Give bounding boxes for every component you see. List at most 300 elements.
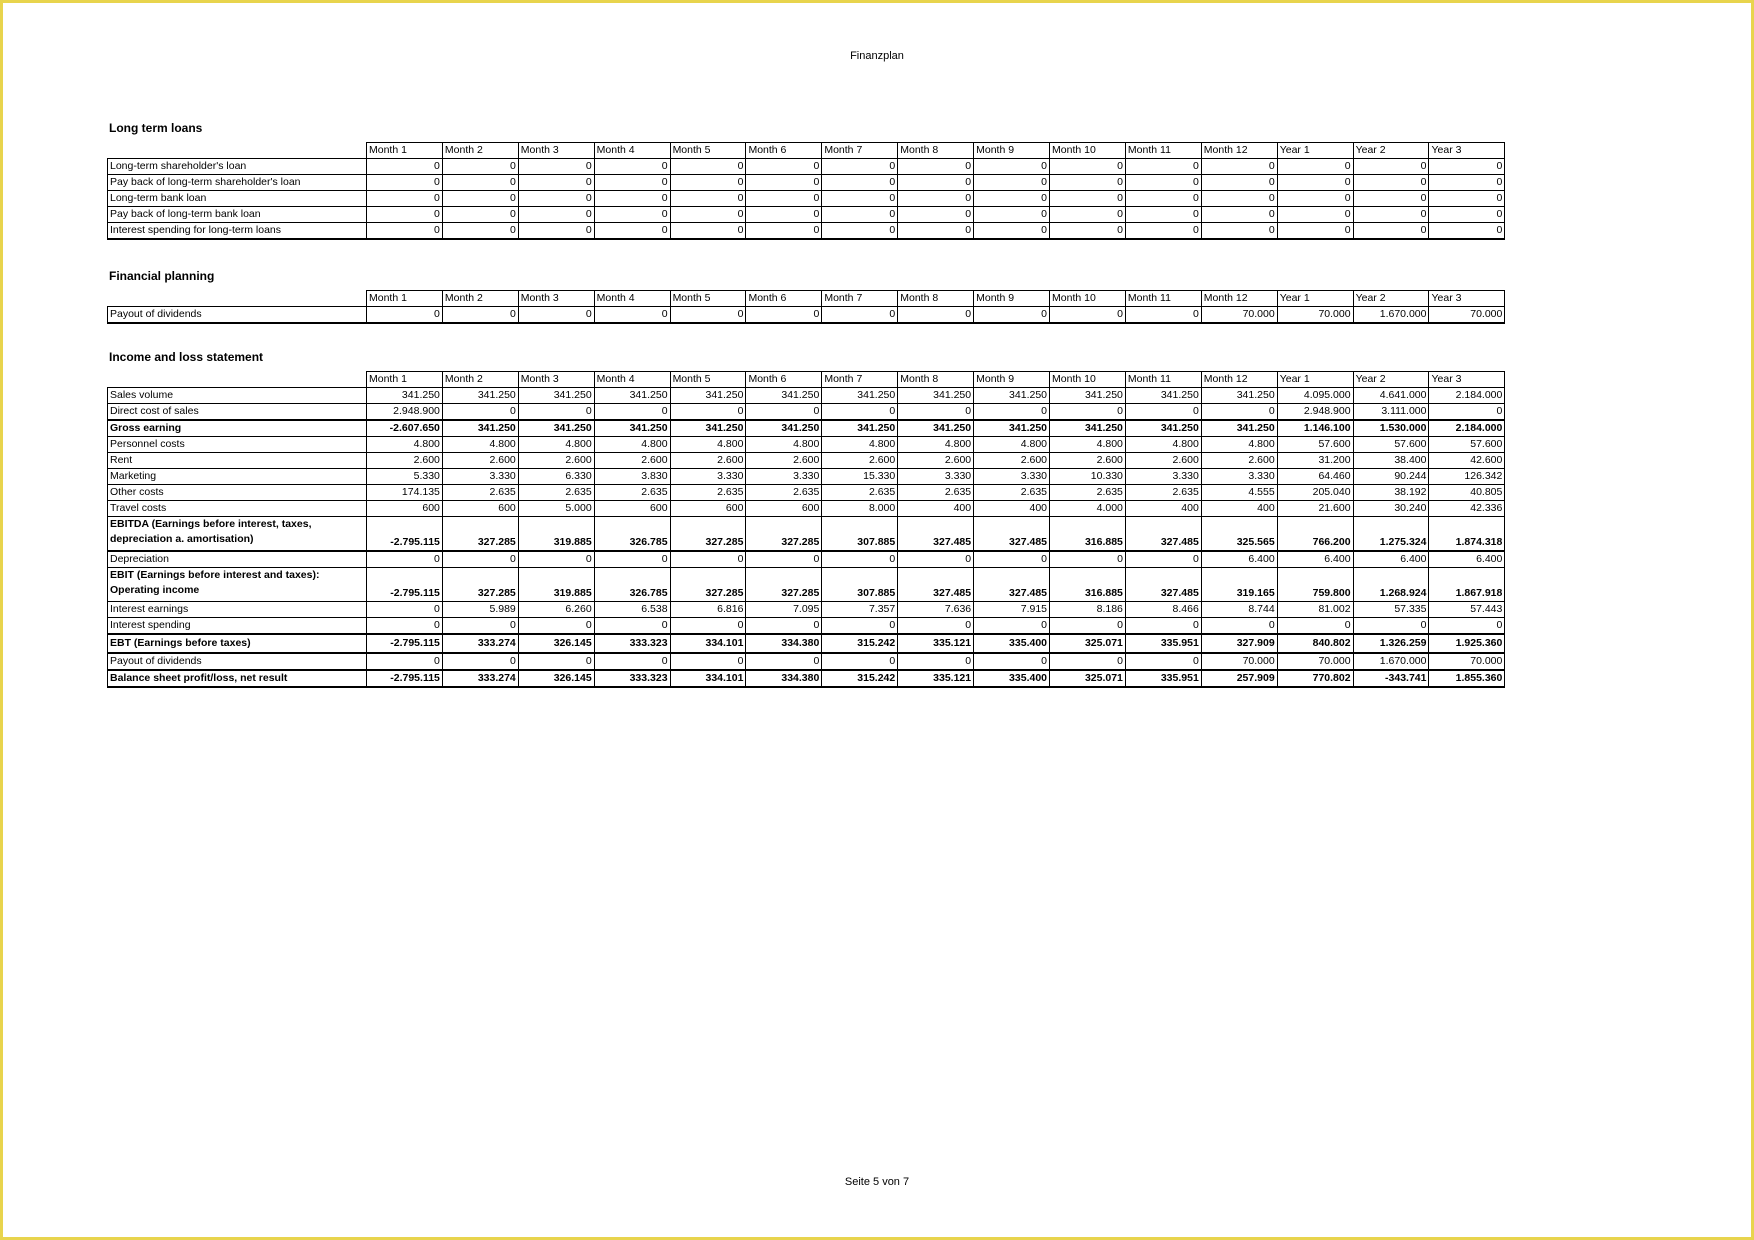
cell-value: 0 [1050,191,1126,207]
cell-value: 0 [822,551,898,568]
cell-value: 0 [822,191,898,207]
cell-value: 70.000 [1277,653,1353,670]
cell-value: 770.802 [1277,670,1353,687]
cell-value: 4.800 [974,437,1050,453]
cell-value: 7.095 [746,602,822,618]
column-header: Year 2 [1353,291,1429,307]
cell-value: 2.600 [974,453,1050,469]
column-header: Month 10 [1050,372,1126,388]
cell-value: 4.800 [594,437,670,453]
cell-value: 0 [898,191,974,207]
cell-value: 0 [367,223,443,240]
column-header: Year 3 [1429,372,1505,388]
header-row [108,291,1505,307]
row-label: Rent [108,453,367,469]
cell-value: 0 [822,207,898,223]
cell-value: 2.635 [594,485,670,501]
cell-value: 40.805 [1429,485,1505,501]
cell-value: 0 [898,618,974,635]
cell-value: 341.250 [822,420,898,437]
cell-value: 0 [518,175,594,191]
cell-value: 0 [1125,191,1201,207]
cell-value: 2.600 [1125,453,1201,469]
cell-value: 0 [746,191,822,207]
cell-value: 2.184.000 [1429,420,1505,437]
table-row [108,159,1505,175]
table-row [108,634,1505,653]
cell-value: 57.335 [1353,602,1429,618]
cell-value: 341.250 [594,420,670,437]
cell-value: 0 [670,551,746,568]
financial-planning-table [107,290,1505,324]
cell-value: 0 [1125,551,1201,568]
cell-value: 334.101 [670,634,746,653]
cell-value: 0 [1201,175,1277,191]
header-blank [108,372,367,388]
cell-value: 333.274 [442,634,518,653]
table-row [108,501,1505,517]
cell-value: 0 [974,191,1050,207]
table-row [108,388,1505,404]
cell-value: 0 [1050,307,1126,324]
cell-value: 57.443 [1429,602,1505,618]
cell-value: 0 [518,653,594,670]
cell-value: 0 [670,175,746,191]
cell-value: 3.330 [746,469,822,485]
cell-value: 315.242 [822,670,898,687]
cell-value: 57.600 [1277,437,1353,453]
column-header: Month 10 [1050,291,1126,307]
cell-value: 0 [1353,618,1429,635]
row-label: Other costs [108,485,367,501]
cell-value: 333.274 [442,670,518,687]
cell-value: 0 [1429,223,1505,240]
cell-value: 8.186 [1050,602,1126,618]
cell-value: 205.040 [1277,485,1353,501]
cell-value: 759.800 [1277,568,1353,602]
cell-value: 0 [518,307,594,324]
cell-value: 0 [1353,159,1429,175]
cell-value: 0 [1429,175,1505,191]
row-label: Long-term bank loan [108,191,367,207]
cell-value: 341.250 [974,420,1050,437]
cell-value: 2.635 [670,485,746,501]
cell-value: 327.485 [1125,517,1201,552]
cell-value: 319.885 [518,568,594,602]
column-header: Year 1 [1277,143,1353,159]
cell-value: 5.989 [442,602,518,618]
column-header: Month 8 [898,372,974,388]
cell-value: 335.121 [898,634,974,653]
cell-value: 0 [1277,207,1353,223]
cell-value: 0 [974,207,1050,223]
row-label: EBIT (Earnings before interest and taxes): Operating income [108,568,367,602]
cell-value: 6.400 [1277,551,1353,568]
cell-value: 0 [898,653,974,670]
cell-value: 335.400 [974,634,1050,653]
table-row [108,653,1505,670]
cell-value: 319.165 [1201,568,1277,602]
cell-value: 0 [367,551,443,568]
row-label: Direct cost of sales [108,404,367,421]
cell-value: 8.744 [1201,602,1277,618]
cell-value: 0 [1429,159,1505,175]
cell-value: 6.400 [1201,551,1277,568]
cell-value: 7.915 [974,602,1050,618]
table-row [108,670,1505,687]
cell-value: 316.885 [1050,568,1126,602]
cell-value: 2.635 [746,485,822,501]
cell-value: 0 [518,618,594,635]
cell-value: 0 [594,618,670,635]
column-header: Year 3 [1429,143,1505,159]
cell-value: 4.641.000 [1353,388,1429,404]
cell-value: 0 [518,159,594,175]
cell-value: 57.600 [1429,437,1505,453]
cell-value: 327.285 [670,568,746,602]
cell-value: 0 [974,223,1050,240]
cell-value: 70.000 [1277,307,1353,324]
cell-value: 4.800 [442,437,518,453]
cell-value: 327.485 [898,568,974,602]
cell-value: 0 [442,159,518,175]
cell-value: 341.250 [1125,420,1201,437]
cell-value: 6.400 [1353,551,1429,568]
cell-value: 1.670.000 [1353,653,1429,670]
cell-value: 0 [367,602,443,618]
table-row [108,307,1505,324]
cell-value: 341.250 [367,388,443,404]
cell-value: 341.250 [746,420,822,437]
cell-value: 0 [442,404,518,421]
column-header: Month 3 [518,291,594,307]
row-label: Travel costs [108,501,367,517]
cell-value: 0 [974,653,1050,670]
column-header: Month 1 [367,372,443,388]
cell-value: 4.800 [367,437,443,453]
cell-value: 327.285 [746,568,822,602]
cell-value: 0 [746,653,822,670]
cell-value: 0 [1277,618,1353,635]
cell-value: 335.121 [898,670,974,687]
cell-value: 0 [1050,159,1126,175]
cell-value: 6.260 [518,602,594,618]
cell-value: 0 [1429,618,1505,635]
row-label: Marketing [108,469,367,485]
cell-value: 4.095.000 [1277,388,1353,404]
cell-value: 326.145 [518,634,594,653]
row-label: Long-term shareholder's loan [108,159,367,175]
cell-value: 174.135 [367,485,443,501]
cell-value: 341.250 [898,388,974,404]
cell-value: 600 [746,501,822,517]
cell-value: 2.948.900 [367,404,443,421]
cell-value: 90.244 [1353,469,1429,485]
cell-value: 0 [442,618,518,635]
cell-value: 0 [1125,223,1201,240]
cell-value: 0 [367,618,443,635]
cell-value: 315.242 [822,634,898,653]
cell-value: 2.635 [974,485,1050,501]
cell-value: 3.830 [594,469,670,485]
cell-value: 4.800 [898,437,974,453]
column-header: Month 5 [670,143,746,159]
cell-value: 327.485 [898,517,974,552]
cell-value: 341.250 [518,388,594,404]
cell-value: 0 [442,653,518,670]
cell-value: 0 [746,551,822,568]
table-row [108,223,1505,240]
cell-value: 1.925.360 [1429,634,1505,653]
cell-value: 341.250 [1125,388,1201,404]
section-title: Financial planning [109,269,215,283]
table-row [108,618,1505,635]
cell-value: 0 [898,175,974,191]
row-label: Interest spending [108,618,367,635]
cell-value: 2.635 [1125,485,1201,501]
cell-value: 0 [442,191,518,207]
cell-value: 0 [594,223,670,240]
row-label: Interest spending for long-term loans [108,223,367,240]
cell-value: 341.250 [1201,388,1277,404]
column-header: Year 1 [1277,372,1353,388]
cell-value: 0 [746,404,822,421]
cell-value: 0 [822,653,898,670]
cell-value: 8.000 [822,501,898,517]
cell-value: 0 [746,223,822,240]
cell-value: 0 [1125,159,1201,175]
cell-value: 600 [670,501,746,517]
cell-value: 0 [367,175,443,191]
row-label: Gross earning [108,420,367,437]
column-header: Month 3 [518,372,594,388]
column-header: Year 3 [1429,291,1505,307]
column-header: Month 7 [822,372,898,388]
cell-value: 400 [974,501,1050,517]
cell-value: 2.635 [442,485,518,501]
column-header: Month 11 [1125,372,1201,388]
cell-value: 2.600 [1201,453,1277,469]
cell-value: 326.785 [594,568,670,602]
cell-value: 316.885 [1050,517,1126,552]
cell-value: 2.635 [1050,485,1126,501]
cell-value: 5.000 [518,501,594,517]
cell-value: 1.530.000 [1353,420,1429,437]
row-label: Pay back of long-term shareholder's loan [108,175,367,191]
cell-value: 0 [1125,307,1201,324]
cell-value: 0 [1429,207,1505,223]
cell-value: 2.600 [594,453,670,469]
cell-value: 2.600 [822,453,898,469]
cell-value: 0 [898,159,974,175]
cell-value: 4.800 [670,437,746,453]
cell-value: 0 [1277,175,1353,191]
cell-value: 4.800 [746,437,822,453]
column-header: Month 9 [974,143,1050,159]
cell-value: 70.000 [1201,307,1277,324]
cell-value: 0 [1353,175,1429,191]
cell-value: 327.485 [974,568,1050,602]
cell-value: 334.380 [746,634,822,653]
cell-value: 0 [1429,191,1505,207]
cell-value: 333.323 [594,634,670,653]
table-row [108,568,1505,602]
cell-value: 307.885 [822,568,898,602]
section-title: Income and loss statement [109,350,264,364]
cell-value: 6.330 [518,469,594,485]
cell-value: 0 [1277,159,1353,175]
row-label: EBT (Earnings before taxes) [108,634,367,653]
cell-value: 0 [670,191,746,207]
cell-value: 0 [974,175,1050,191]
cell-value: 600 [442,501,518,517]
cell-value: 15.330 [822,469,898,485]
cell-value: 2.600 [518,453,594,469]
cell-value: 0 [1353,207,1429,223]
column-header: Month 7 [822,143,898,159]
column-header: Month 12 [1201,143,1277,159]
cell-value: 307.885 [822,517,898,552]
cell-value: 0 [822,404,898,421]
cell-value: 0 [822,175,898,191]
cell-value: 400 [1125,501,1201,517]
cell-value: 341.250 [594,388,670,404]
cell-value: 31.200 [1277,453,1353,469]
cell-value: -2.795.115 [367,634,443,653]
cell-value: 3.330 [442,469,518,485]
table-row [108,485,1505,501]
cell-value: 1.146.100 [1277,420,1353,437]
cell-value: 341.250 [518,420,594,437]
cell-value: 326.145 [518,670,594,687]
cell-value: 6.538 [594,602,670,618]
cell-value: 319.885 [518,517,594,552]
cell-value: 327.485 [974,517,1050,552]
cell-value: 0 [1050,618,1126,635]
cell-value: 0 [367,207,443,223]
cell-value: 0 [822,159,898,175]
cell-value: 4.555 [1201,485,1277,501]
cell-value: 0 [670,207,746,223]
page-footer: Seite 5 von 7 [844,1176,910,1188]
cell-value: 126.342 [1429,469,1505,485]
cell-value: 0 [1277,223,1353,240]
cell-value: 0 [746,307,822,324]
table-row [108,517,1505,552]
cell-value: 335.400 [974,670,1050,687]
cell-value: 257.909 [1201,670,1277,687]
cell-value: 2.184.000 [1429,388,1505,404]
row-label: Depreciation [108,551,367,568]
table-row [108,551,1505,568]
column-header: Month 8 [898,143,974,159]
table-row [108,602,1505,618]
cell-value: 325.071 [1050,634,1126,653]
cell-value: 326.785 [594,517,670,552]
cell-value: 2.600 [367,453,443,469]
cell-value: 10.330 [1050,469,1126,485]
cell-value: 1.268.924 [1353,568,1429,602]
cell-value: 0 [1050,551,1126,568]
column-header: Month 9 [974,291,1050,307]
cell-value: 0 [974,307,1050,324]
cell-value: 341.250 [1050,420,1126,437]
cell-value: 0 [594,191,670,207]
cell-value: 0 [1201,159,1277,175]
header-row [108,372,1505,388]
cell-value: 327.285 [746,517,822,552]
cell-value: 0 [1353,223,1429,240]
cell-value: 0 [898,207,974,223]
cell-value: 0 [898,223,974,240]
document-title: Finanzplan [850,50,904,62]
column-header: Month 6 [746,143,822,159]
column-header: Month 2 [442,143,518,159]
section-title: Long term loans [109,121,203,135]
cell-value: 341.250 [898,420,974,437]
cell-value: 0 [1201,618,1277,635]
cell-value: 0 [670,404,746,421]
cell-value: 3.111.000 [1353,404,1429,421]
column-header: Month 2 [442,372,518,388]
column-header: Month 3 [518,143,594,159]
header-blank [108,291,367,307]
cell-value: 0 [898,551,974,568]
cell-value: 600 [594,501,670,517]
cell-value: -2.795.115 [367,568,443,602]
row-label: Personnel costs [108,437,367,453]
header-row [108,143,1505,159]
cell-value: -2.795.115 [367,517,443,552]
cell-value: 0 [1429,404,1505,421]
table-row [108,420,1505,437]
cell-value: 325.071 [1050,670,1126,687]
section-income-loss [107,349,1505,688]
cell-value: 0 [746,618,822,635]
cell-value: 0 [974,159,1050,175]
row-label: Payout of dividends [108,653,367,670]
cell-value: 341.250 [1050,388,1126,404]
column-header: Month 4 [594,143,670,159]
cell-value: 0 [1125,207,1201,223]
column-header: Month 9 [974,372,1050,388]
cell-value: 70.000 [1429,307,1505,324]
cell-value: 341.250 [1201,420,1277,437]
cell-value: 0 [1125,618,1201,635]
cell-value: 0 [367,307,443,324]
cell-value: 0 [1353,191,1429,207]
cell-value: 0 [594,307,670,324]
cell-value: 1.670.000 [1353,307,1429,324]
cell-value: 0 [1050,175,1126,191]
cell-value: 400 [1201,501,1277,517]
cell-value: 0 [1050,404,1126,421]
cell-value: 0 [898,404,974,421]
column-header: Month 12 [1201,372,1277,388]
cell-value: 0 [442,175,518,191]
cell-value: 2.600 [1050,453,1126,469]
cell-value: 42.336 [1429,501,1505,517]
cell-value: 4.800 [1050,437,1126,453]
cell-value: 0 [594,159,670,175]
cell-value: 0 [1201,223,1277,240]
cell-value: 21.600 [1277,501,1353,517]
cell-value: 3.330 [1125,469,1201,485]
row-label: Payout of dividends [108,307,367,324]
column-header: Month 1 [367,291,443,307]
cell-value: 0 [670,307,746,324]
cell-value: 3.330 [974,469,1050,485]
